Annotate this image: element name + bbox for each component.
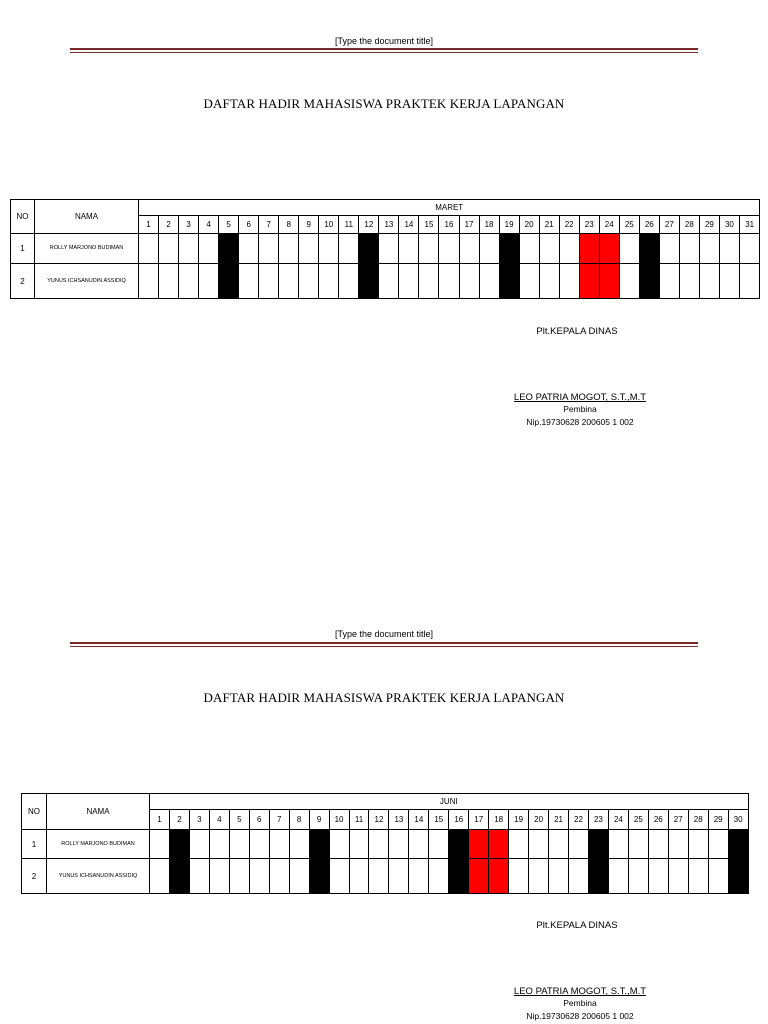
day-header: 9 (299, 216, 319, 234)
attendance-cell (739, 264, 759, 299)
day-header: 21 (549, 810, 569, 830)
attendance-cell (608, 830, 628, 859)
attendance-cell (519, 264, 539, 299)
day-header: 17 (459, 216, 479, 234)
attendance-cell (509, 859, 529, 894)
attendance-cell (549, 830, 569, 859)
holiday-cell (728, 830, 748, 859)
attendance-cell (209, 830, 229, 859)
attendance-cell (479, 234, 499, 264)
attendance-cell (299, 234, 319, 264)
day-header: 15 (429, 810, 449, 830)
day-header: 2 (159, 216, 179, 234)
signatory-rank: Pembina (563, 998, 597, 1008)
attendance-cell (229, 859, 249, 894)
document-title: DAFTAR HADIR MAHASISWA PRAKTEK KERJA LAPANGAN (203, 690, 565, 705)
attendance-cell (389, 830, 409, 859)
attendance-cell (429, 830, 449, 859)
holiday-cell (169, 859, 189, 894)
attendance-cell (479, 264, 499, 299)
red-date-cell (489, 830, 509, 859)
day-header: 1 (150, 810, 170, 830)
attendance-cell (459, 264, 479, 299)
attendance-cell (389, 859, 409, 894)
column-header-name: NAMA (47, 794, 150, 830)
student-name: ROLLY MARJONO BUDIMAN (47, 830, 150, 859)
day-header: 15 (419, 216, 439, 234)
attendance-cell (679, 234, 699, 264)
attendance-cell (559, 234, 579, 264)
day-header: 16 (439, 216, 459, 234)
day-header: 13 (379, 216, 399, 234)
attendance-cell (688, 859, 708, 894)
attendance-cell (529, 830, 549, 859)
day-header: 18 (479, 216, 499, 234)
holiday-cell (219, 264, 239, 299)
attendance-cell (209, 859, 229, 894)
attendance-cell (299, 264, 319, 299)
attendance-cell (329, 859, 349, 894)
red-date-cell (599, 264, 619, 299)
signatory-name: LEO PATRIA MOGOT, S.T.,M.T (513, 986, 647, 997)
attendance-cell (379, 264, 399, 299)
day-header: 25 (619, 216, 639, 234)
day-header: 26 (648, 810, 668, 830)
attendance-cell (189, 859, 209, 894)
attendance-cell (369, 830, 389, 859)
attendance-cell (159, 234, 179, 264)
signature-block (480, 392, 680, 429)
holiday-cell (359, 234, 379, 264)
attendance-cell (239, 264, 259, 299)
attendance-cell (279, 234, 299, 264)
day-header: 3 (179, 216, 199, 234)
attendance-cell (619, 264, 639, 299)
day-header: 23 (588, 810, 608, 830)
day-header: 19 (509, 810, 529, 830)
attendance-cell (179, 234, 199, 264)
attendance-cell (549, 859, 569, 894)
holiday-cell (359, 264, 379, 299)
attendance-cell (259, 234, 279, 264)
day-header: 10 (329, 810, 349, 830)
attendance-cell (679, 264, 699, 299)
attendance-cell (699, 234, 719, 264)
attendance-cell (199, 234, 219, 264)
attendance-cell (150, 859, 170, 894)
day-header: 30 (719, 216, 739, 234)
attendance-cell (159, 264, 179, 299)
day-header: 8 (289, 810, 309, 830)
day-header: 14 (399, 216, 419, 234)
attendance-cell (539, 264, 559, 299)
day-header: 27 (668, 810, 688, 830)
day-header: 4 (199, 216, 219, 234)
day-header: 27 (659, 216, 679, 234)
day-header: 9 (309, 810, 329, 830)
attendance-cell (719, 264, 739, 299)
attendance-cell (628, 830, 648, 859)
header-rule (70, 642, 698, 644)
attendance-cell (399, 264, 419, 299)
attendance-cell (619, 234, 639, 264)
signature-role: Plt.KEPALA DINAS (536, 326, 618, 337)
day-header: 5 (219, 216, 239, 234)
day-header: 30 (728, 810, 748, 830)
day-header: 11 (349, 810, 369, 830)
month-header: JUNI (150, 794, 749, 810)
day-header: 21 (539, 216, 559, 234)
month-header: MARET (139, 200, 760, 216)
column-header-no: NO (22, 794, 47, 830)
signature-block (480, 986, 680, 1023)
day-header: 5 (229, 810, 249, 830)
holiday-cell (499, 234, 519, 264)
day-header: 18 (489, 810, 509, 830)
day-header: 22 (569, 810, 589, 830)
attendance-cell (519, 234, 539, 264)
day-header: 8 (279, 216, 299, 234)
attendance-cell (608, 859, 628, 894)
day-header: 31 (739, 216, 759, 234)
row-number: 1 (22, 830, 47, 859)
attendance-cell (269, 830, 289, 859)
attendance-cell (659, 264, 679, 299)
day-header: 4 (209, 810, 229, 830)
signatory-rank: Pembina (563, 404, 597, 414)
day-header: 12 (369, 810, 389, 830)
attendance-cell (559, 264, 579, 299)
red-date-cell (579, 234, 599, 264)
day-header: 28 (679, 216, 699, 234)
attendance-cell (279, 264, 299, 299)
red-date-cell (469, 830, 489, 859)
day-header: 23 (579, 216, 599, 234)
red-date-cell (469, 859, 489, 894)
attendance-cell (708, 859, 728, 894)
attendance-cell (739, 234, 759, 264)
holiday-cell (588, 830, 608, 859)
attendance-cell (659, 234, 679, 264)
attendance-cell (150, 830, 170, 859)
attendance-cell (319, 264, 339, 299)
header-title: [Type the document title] (334, 36, 434, 46)
attendance-cell (239, 234, 259, 264)
attendance-table (21, 793, 749, 894)
attendance-cell (339, 264, 359, 299)
attendance-cell (289, 830, 309, 859)
red-date-cell (599, 234, 619, 264)
attendance-cell (419, 234, 439, 264)
day-header: 13 (389, 810, 409, 830)
attendance-cell (259, 264, 279, 299)
header-rule (70, 48, 698, 50)
document-title: DAFTAR HADIR MAHASISWA PRAKTEK KERJA LAPANGAN (203, 96, 565, 111)
holiday-cell (449, 859, 469, 894)
day-header: 29 (708, 810, 728, 830)
day-header: 16 (449, 810, 469, 830)
attendance-cell (249, 859, 269, 894)
day-header: 26 (639, 216, 659, 234)
attendance-cell (668, 830, 688, 859)
day-header: 28 (688, 810, 708, 830)
holiday-cell (588, 859, 608, 894)
attendance-cell (419, 264, 439, 299)
day-header: 20 (529, 810, 549, 830)
red-date-cell (489, 859, 509, 894)
header-rule-thin (70, 52, 698, 53)
holiday-cell (309, 830, 329, 859)
signatory-nip: Nip.19730628 200605 1 002 (526, 1011, 634, 1021)
attendance-cell (699, 264, 719, 299)
day-header: 6 (239, 216, 259, 234)
attendance-cell (399, 234, 419, 264)
attendance-cell (668, 859, 688, 894)
attendance-cell (569, 859, 589, 894)
day-header: 14 (409, 810, 429, 830)
attendance-cell (409, 859, 429, 894)
attendance-cell (539, 234, 559, 264)
day-header: 10 (319, 216, 339, 234)
holiday-cell (639, 234, 659, 264)
day-header: 1 (139, 216, 159, 234)
day-header: 7 (269, 810, 289, 830)
day-header: 29 (699, 216, 719, 234)
attendance-cell (708, 830, 728, 859)
day-header: 25 (628, 810, 648, 830)
row-number: 2 (11, 264, 35, 299)
attendance-cell (269, 859, 289, 894)
student-name: YUNUS ICHSANUDIN ASSIDIQ (47, 859, 150, 894)
holiday-cell (309, 859, 329, 894)
holiday-cell (219, 234, 239, 264)
attendance-cell (409, 830, 429, 859)
attendance-cell (199, 264, 219, 299)
row-number: 2 (22, 859, 47, 894)
attendance-cell (459, 234, 479, 264)
attendance-cell (339, 234, 359, 264)
attendance-cell (249, 830, 269, 859)
attendance-cell (139, 264, 159, 299)
table-row (11, 264, 760, 299)
attendance-cell (349, 830, 369, 859)
column-header-no: NO (11, 200, 35, 234)
attendance-cell (688, 830, 708, 859)
attendance-cell (189, 830, 209, 859)
attendance-cell (429, 859, 449, 894)
attendance-cell (569, 830, 589, 859)
signature-role: Plt.KEPALA DINAS (536, 920, 618, 931)
student-name: YUNUS ICHSANUDIN ASSIDIQ (35, 264, 139, 299)
header-rule-thin (70, 646, 698, 647)
day-header: 12 (359, 216, 379, 234)
attendance-cell (529, 859, 549, 894)
holiday-cell (728, 859, 748, 894)
attendance-cell (349, 859, 369, 894)
attendance-cell (319, 234, 339, 264)
day-header: 17 (469, 810, 489, 830)
day-header: 24 (599, 216, 619, 234)
day-header: 22 (559, 216, 579, 234)
day-header: 11 (339, 216, 359, 234)
holiday-cell (639, 264, 659, 299)
attendance-cell (179, 264, 199, 299)
attendance-cell (329, 830, 349, 859)
attendance-cell (719, 234, 739, 264)
signatory-nip: Nip.19730628 200605 1 002 (526, 417, 634, 427)
attendance-cell (139, 234, 159, 264)
holiday-cell (499, 264, 519, 299)
attendance-cell (439, 264, 459, 299)
attendance-cell (379, 234, 399, 264)
student-name: ROLLY MARJONO BUDIMAN (35, 234, 139, 264)
attendance-cell (648, 859, 668, 894)
column-header-name: NAMA (35, 200, 139, 234)
holiday-cell (449, 830, 469, 859)
day-header: 6 (249, 810, 269, 830)
attendance-cell (289, 859, 309, 894)
signatory-name: LEO PATRIA MOGOT, S.T.,M.T (513, 392, 647, 403)
row-number: 1 (11, 234, 35, 264)
day-header: 24 (608, 810, 628, 830)
table-row (22, 830, 749, 859)
header-title: [Type the document title] (334, 629, 434, 639)
table-row (22, 859, 749, 894)
day-header: 3 (189, 810, 209, 830)
attendance-cell (628, 859, 648, 894)
attendance-cell (648, 830, 668, 859)
holiday-cell (169, 830, 189, 859)
table-row (11, 234, 760, 264)
attendance-cell (229, 830, 249, 859)
day-header: 20 (519, 216, 539, 234)
attendance-cell (369, 859, 389, 894)
day-header: 19 (499, 216, 519, 234)
day-header: 2 (169, 810, 189, 830)
red-date-cell (579, 264, 599, 299)
attendance-table (10, 199, 760, 299)
attendance-cell (439, 234, 459, 264)
day-header: 7 (259, 216, 279, 234)
attendance-cell (509, 830, 529, 859)
